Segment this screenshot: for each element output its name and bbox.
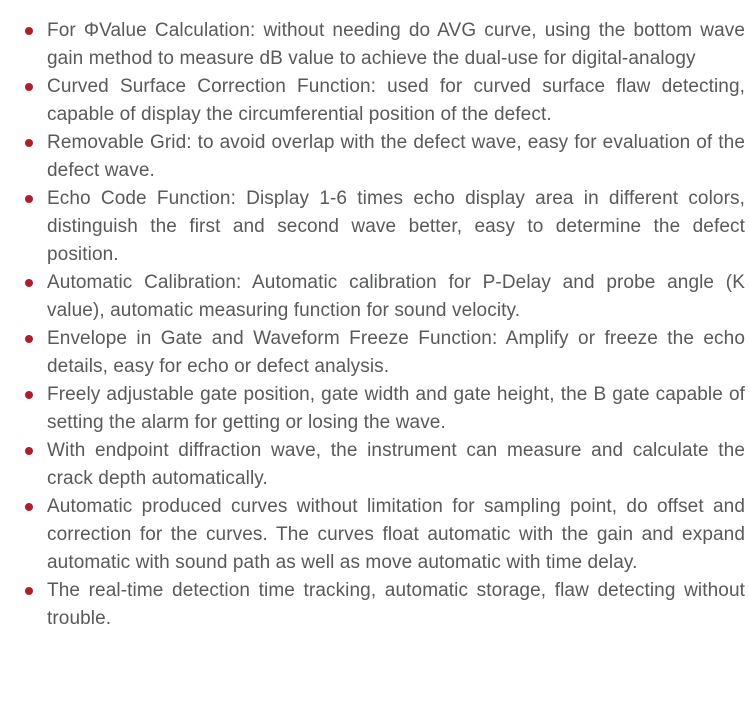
feature-list (25, 17, 745, 633)
list-item (25, 269, 745, 325)
list-item-text: With endpoint diffraction wave, the instrument can measure and calculate the crack depth automatically. (47, 440, 745, 489)
list-item (25, 381, 745, 437)
bullet-icon (25, 503, 33, 511)
list-item-text: Envelope in Gate and Waveform Freeze Function: Amplify or freeze the echo details, easy for echo or defect analysis. (47, 328, 745, 377)
list-item (25, 493, 745, 577)
list-item-text: Removable Grid: to avoid overlap with the defect wave, easy for evaluation of the defect wave. (47, 132, 745, 181)
list-item (25, 17, 745, 73)
list-item (25, 73, 745, 129)
bullet-icon (25, 335, 33, 343)
list-item (25, 185, 745, 269)
bullet-icon (25, 447, 33, 455)
bullet-icon (25, 279, 33, 287)
list-item-text: For ΦValue Calculation: without needing do AVG curve, using the bottom wave gain method to measure dB value to achieve the dual-use for digital-analogy (47, 20, 745, 69)
bullet-icon (25, 195, 33, 203)
list-item (25, 437, 745, 493)
bullet-icon (25, 27, 33, 35)
list-item (25, 577, 745, 633)
list-item (25, 325, 745, 381)
list-item-text: The real-time detection time tracking, automatic storage, flaw detecting without trouble. (47, 580, 745, 629)
bullet-icon (25, 587, 33, 595)
list-item (25, 129, 745, 185)
bullet-icon (25, 139, 33, 147)
list-item-text: Freely adjustable gate position, gate width and gate height, the B gate capable of setting the alarm for getting or losing the wave. (47, 384, 745, 433)
list-item-text: Automatic Calibration: Automatic calibration for P-Delay and probe angle (K value), automatic measuring function for sound velocity. (47, 272, 745, 321)
bullet-icon (25, 83, 33, 91)
list-item-text: Curved Surface Correction Function: used for curved surface flaw detecting, capable of display the circumferential position of the defect. (47, 76, 745, 125)
bullet-icon (25, 391, 33, 399)
list-item-text: Automatic produced curves without limitation for sampling point, do offset and correction for the curves. The curves float automatic with the gain and expand automatic with sound path as well as move automatic with time delay. (47, 496, 745, 573)
list-item-text: Echo Code Function: Display 1-6 times echo display area in different colors, distinguish the first and second wave better, easy to determine the defect position. (47, 188, 745, 265)
